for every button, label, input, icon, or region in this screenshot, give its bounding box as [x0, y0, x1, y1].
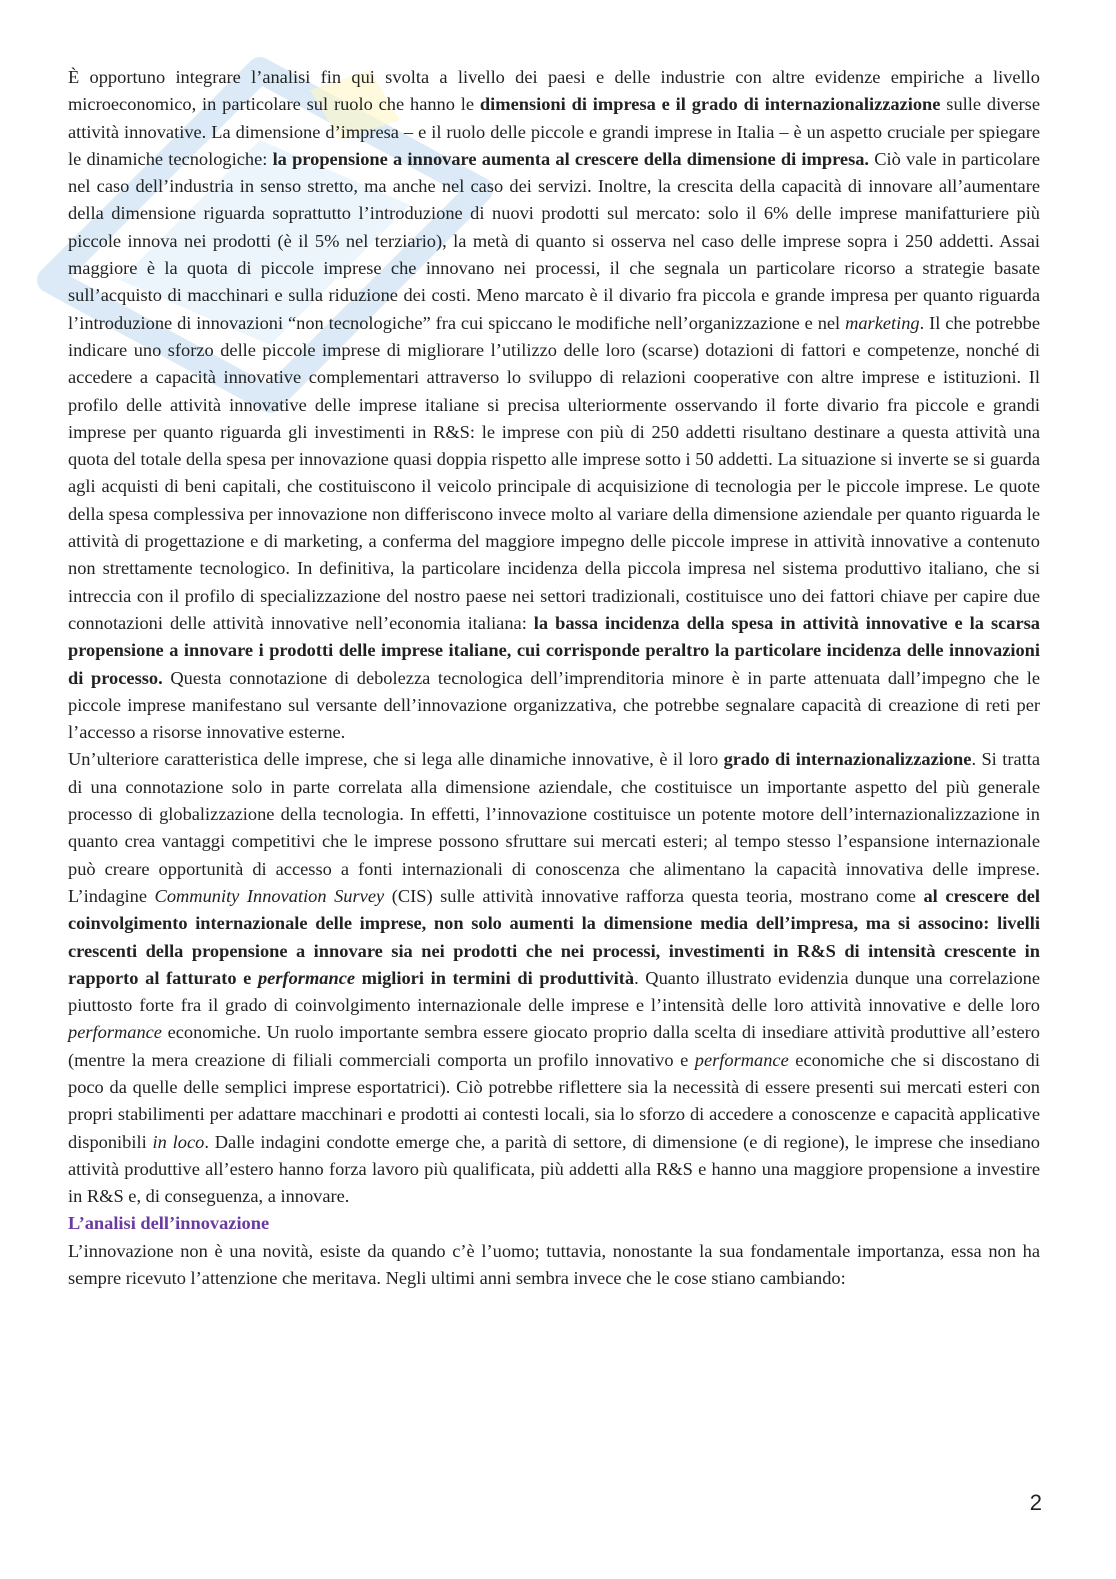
text-run: . Dalle indagini condotte emerge che, a parità di settore, di dimensione (e di regione), le imprese che insediano attività produttive all’estero hanno forza lavoro più qualificata, più addetti alla R&S e hanno una maggiore propensione a investire in R&S e, di conseguenza, a innovare.	[68, 1131, 1041, 1207]
bold-text: dimensioni di impresa e il grado di internazionalizzazione	[479, 94, 941, 115]
bold-text: la propensione a innovare aumenta al crescere della dimensione di impresa.	[272, 148, 870, 169]
section-heading: L’analisi dell’innovazione	[68, 1213, 270, 1234]
text-run: . Quanto illustrato evidenzia dunque una correlazione piuttosto forte fra il grado di coinvolgimento internazionale delle imprese e l’intensità delle loro attività innovative e delle loro	[68, 967, 1040, 1016]
page-number: 2	[1029, 1490, 1042, 1515]
bold-text: grado di internazionalizzazione	[723, 749, 972, 770]
italic-text: performance	[68, 1022, 162, 1043]
bold-italic-text: performance	[257, 967, 356, 988]
text-run: Questa connotazione di debolezza tecnologica dell’imprenditoria minore è in parte attenuata dall’impegno che le piccole imprese manifestano sul versante dell’innovazione organizzativa, che potrebbe segnalare capacità di creazione di reti per l’accesso a risorse innovative esterne.	[68, 667, 1040, 743]
text-run: (CIS) sulle attività innovative rafforza questa teoria, mostrano come	[384, 885, 924, 906]
text-run: Un’ulteriore caratteristica delle imprese, che si lega alle dinamiche innovative, è il loro	[68, 749, 724, 770]
bold-text: migliori in termini di produttività	[355, 967, 635, 988]
text-run: sulle diverse attività innovative. La dimensione d’impresa – e il ruolo delle piccole e grandi imprese in Italia – è un aspetto cruciale per spiegare le dinamiche tecnologiche:	[68, 94, 1040, 169]
italic-text: in loco	[152, 1131, 205, 1152]
paragraph	[68, 746, 1040, 1210]
paragraph	[68, 64, 1040, 746]
italic-text: marketing	[845, 312, 920, 333]
bold-text: la bassa incidenza della spesa in attività innovative e la scarsa propensione a innovare i prodotti delle imprese italiane, cui corrisponde peraltro la particolare incidenza delle innovazioni di processo.	[68, 612, 1040, 688]
italic-text: performance	[694, 1049, 789, 1070]
text-run: economiche. Un ruolo importante sembra essere giocato proprio dalla scelta di insediare attività produttive all’estero (mentre la mera creazione di filiali commerciali comporta un profilo innovativo e	[68, 1022, 1040, 1070]
text-run: Ciò vale in particolare nel caso dell’industria in senso stretto, ma anche nel caso dei servizi. Inoltre, la crescita della capacità di innovare all’aumentare della dimensione riguarda soprattutto l’introduzione di nuovi prodotti sul mercato: solo il 6% delle imprese manifatturiere più piccole innova nei prodotti (è il 5% nel terziario), la metà di quanto si osserva nel caso delle imprese sopra i 250 addetti. Assai maggiore è la quota di piccole imprese che innovano nei processi, il che segnala un particolare ricorso a strategie basate sull’acquisto di macchinari e sulla riduzione dei costi. Meno marcato è il divario fra piccola e grande impresa per quanto riguarda l’introduzione di innovazioni “non tecnologiche” fra cui spiccano le modifiche nell’organizzazione e nel	[68, 148, 1040, 333]
document-body	[68, 64, 1040, 1292]
paragraph: L’innovazione non è una novità, esiste da quando c’è l’uomo; tuttavia, nonostante la sua fondamentale importanza, essa non ha sempre ricevuto l’attenzione che meritava. Negli ultimi anni sembra invece che le cose stiano cambiando:	[68, 1240, 1040, 1289]
text-run: . Il che potrebbe indicare uno sforzo delle piccole imprese di migliorare l’utilizzo delle loro (scarse) dotazioni di fattori e competenze, nonché di accedere a capacità innovative complementari attraverso lo sviluppo di relazioni cooperative con altre imprese e istituzioni. Il profilo delle attività innovative delle imprese italiane si precisa ulteriormente osservando il forte divario fra piccole e grandi imprese per quanto riguarda gli investimenti in R&S: le imprese con più di 250 addetti risultano destinare a questa attività una quota del totale della spesa per innovazione quasi doppia rispetto alle imprese sotto i 50 addetti. La situazione si inverte se si guarda agli acquisti di beni capitali, che costituiscono il veicolo principale di acquisizione di tecnologia per le piccole imprese. Le quote della spesa complessiva per innovazione non differiscono invece molto al variare della dimensione aziendale per quanto riguarda le attività di progettazione e di marketing, a conferma del maggiore impegno delle piccole imprese in attività innovative a contenuto non strettamente tecnologico. In definitiva, la particolare incidenza della piccola impresa nel sistema produttivo italiano, che si intreccia con il profilo di specializzazione del nostro paese nei settori tradizionali, costituisce uno dei fattori chiave per capire due connotazioni delle attività innovative nell’economia italiana:	[68, 312, 1040, 633]
bold-text: al crescere del coinvolgimento internazionale delle imprese, non solo aumenti la dimensione media dell’impresa, ma si associno: livelli crescenti della propensione a innovare sia nei prodotti che nei processi, investimenti in R&S di intensità crescente in rapporto al fatturato e	[68, 885, 1040, 988]
text-run: . Si tratta di una connotazione solo in parte correlata alla dimensione aziendale, che costituisce un importante aspetto del più generale processo di globalizzazione della tecnologia. In effetti, l’innovazione costituisce un potente motore dell’internazionalizzazione in quanto crea vantaggi competitivi che le imprese possono sfruttare sui mercati esteri; al tempo stesso l’espansione internazionale può creare opportunità di accesso a fonti internazionali di conoscenza che alimentano la capacità innovativa delle imprese. L’indagine	[68, 749, 1040, 906]
text-run: economiche che si discostano di poco da quelle delle semplici imprese esportatrici). Ciò potrebbe riflettere sia la necessità di essere presenti sui mercati esteri con propri stabilimenti per adattare macchinari e prodotti ai contesti locali, sia lo sforzo di accedere a conoscenze e capacità applicative disponibili	[68, 1049, 1040, 1152]
text-run: È opportuno integrare l’analisi fin qui svolta a livello dei paesi e delle industrie con altre evidenze empiriche a livello microeconomico, in particolare sul ruolo che hanno le	[68, 67, 1040, 115]
italic-text: Community Innovation Survey	[154, 885, 385, 906]
